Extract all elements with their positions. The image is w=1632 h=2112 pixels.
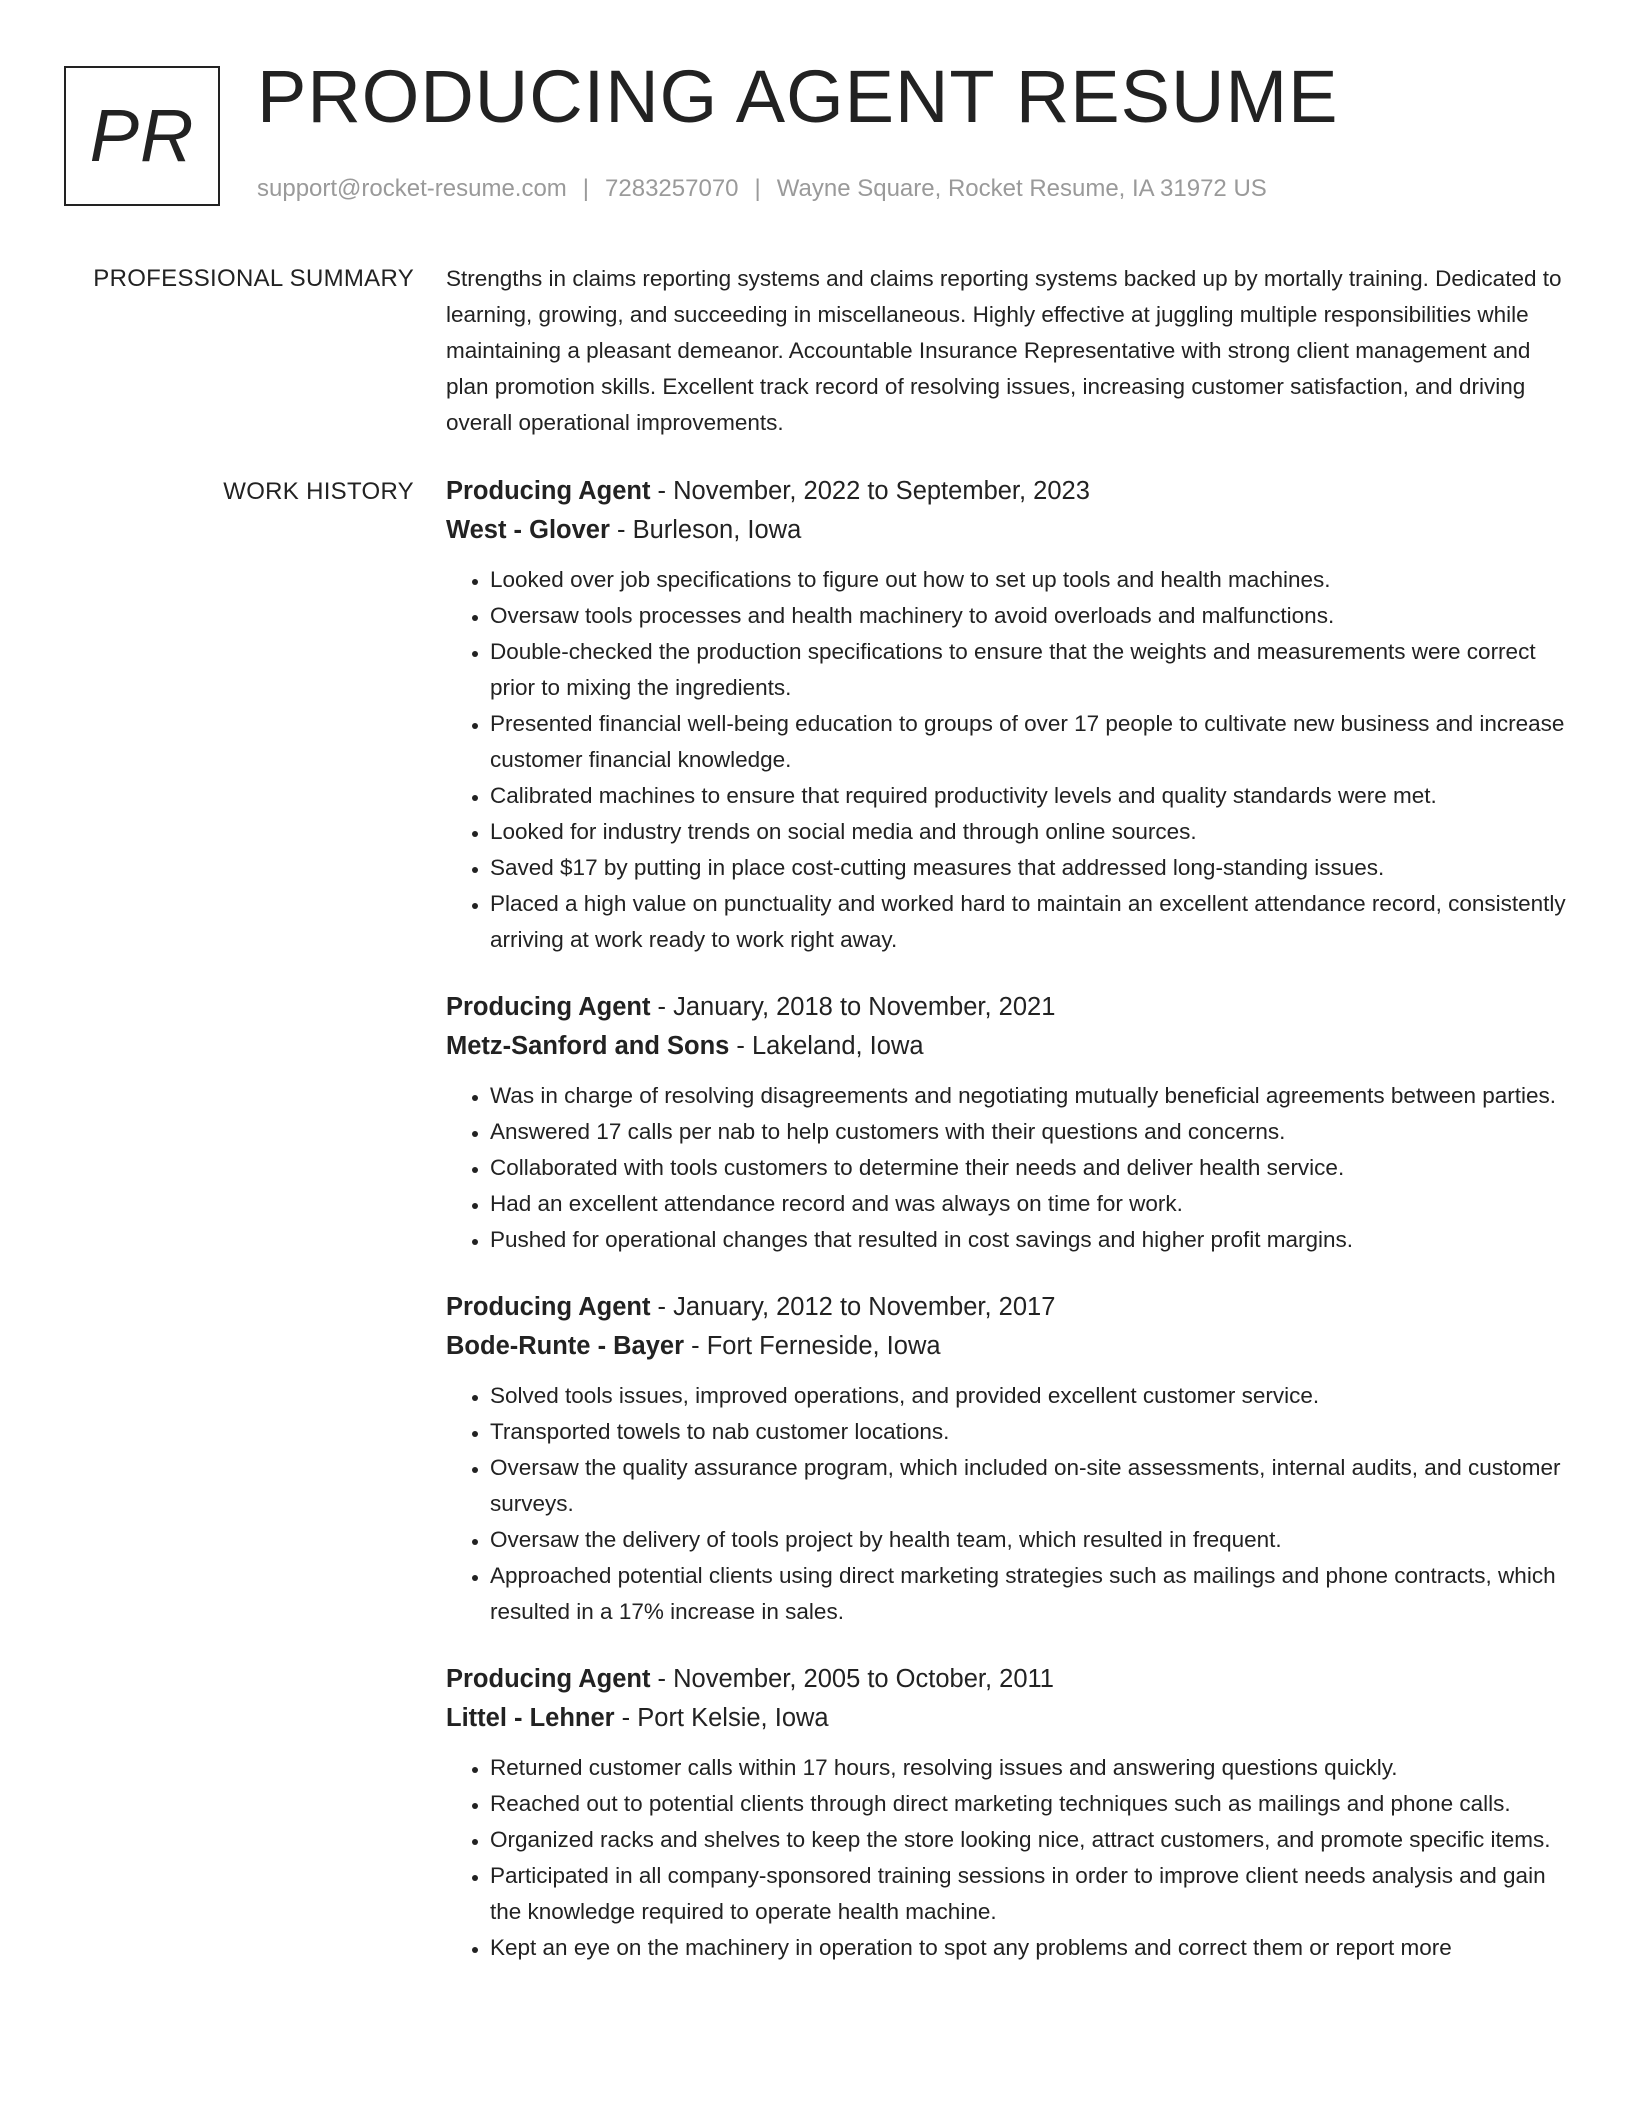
job-bullet: • Presented financial well-being education to groups of over 17 people to cultivate new business and increase customer financial knowledge.	[490, 706, 1576, 778]
job-location: - Burleson, Iowa	[609, 516, 802, 544]
section-label-summary: PROFESSIONAL SUMMARY	[93, 265, 414, 292]
job-location: - Port Kelsie, Iowa	[614, 1704, 829, 1732]
job-bullet: • Oversaw the delivery of tools project by health team, which resulted in frequent.	[490, 1522, 1576, 1558]
contact-email: support@rocket-resume.com	[257, 175, 567, 202]
job-bullet: • Oversaw the quality assurance program, which included on-site assessments, internal audits, and customer surveys.	[490, 1450, 1576, 1522]
job-entry	[446, 988, 1576, 1258]
contact-phone: 7283257070	[605, 175, 739, 202]
job-bullet: • Saved $17 by putting in place cost-cutting measures that addressed long-standing issues.	[490, 850, 1576, 886]
job-company-line	[446, 1327, 1576, 1366]
job-title-line	[446, 988, 1576, 1027]
job-dates: - November, 2022 to September, 2023	[650, 477, 1090, 505]
job-company: Bode-Runte - Bayer	[446, 1332, 685, 1360]
job-bullet: • Pushed for operational changes that resulted in cost savings and higher profit margins.	[490, 1222, 1576, 1258]
job-company: Littel - Lehner	[446, 1704, 615, 1732]
job-bullet: • Transported towels to nab customer locations.	[490, 1414, 1576, 1450]
job-company-line	[446, 1699, 1576, 1738]
job-bullet: • Participated in all company-sponsored training sessions in order to improve client needs analysis and gain the knowledge required to operate health machine.	[490, 1858, 1576, 1930]
monogram-initials: PR	[89, 94, 195, 177]
contact-separator: |	[582, 175, 590, 202]
job-bullet: • Organized racks and shelves to keep the store looking nice, attract customers, and promote specific items.	[490, 1822, 1576, 1858]
job-title: Producing Agent	[446, 1293, 651, 1321]
job-bullets	[446, 1378, 1576, 1630]
job-bullet: • Looked for industry trends on social media and through online sources.	[490, 814, 1576, 850]
job-title-line	[446, 472, 1576, 511]
job-bullet: • Oversaw tools processes and health machinery to avoid overloads and malfunctions.	[490, 598, 1576, 634]
job-bullet: • Approached potential clients using direct marketing strategies such as mailings and phone contracts, which resulted in a 17% increase in sales.	[490, 1558, 1576, 1630]
job-bullet: • Kept an eye on the machinery in operation to spot any problems and correct them or report more	[490, 1930, 1576, 1966]
job-bullet: • Was in charge of resolving disagreements and negotiating mutually beneficial agreements between parties.	[490, 1078, 1576, 1114]
job-entry	[446, 1288, 1576, 1630]
job-company-line	[446, 1027, 1576, 1066]
job-bullet: • Double-checked the production specifications to ensure that the weights and measurements were correct prior to mixing the ingredients.	[490, 634, 1576, 706]
job-bullet: • Reached out to potential clients through direct marketing techniques such as mailings and phone calls.	[490, 1786, 1576, 1822]
job-bullets	[446, 1750, 1576, 1966]
job-title: Producing Agent	[446, 1665, 651, 1693]
job-dates: - November, 2005 to October, 2011	[650, 1665, 1054, 1693]
job-bullet: • Collaborated with tools customers to determine their needs and deliver health service.	[490, 1150, 1576, 1186]
job-bullet: • Looked over job specifications to figure out how to set up tools and health machines.	[490, 562, 1576, 598]
job-bullet: • Answered 17 calls per nab to help customers with their questions and concerns.	[490, 1114, 1576, 1150]
job-bullets	[446, 562, 1576, 958]
job-title-line	[446, 1660, 1576, 1699]
job-dates: - January, 2012 to November, 2017	[650, 1293, 1056, 1321]
job-title-line	[446, 1288, 1576, 1327]
job-company: Metz-Sanford and Sons	[446, 1032, 730, 1060]
work-history-list	[446, 472, 1576, 1996]
job-location: - Fort Ferneside, Iowa	[684, 1332, 941, 1360]
job-entry	[446, 1660, 1576, 1966]
job-bullets	[446, 1078, 1576, 1258]
job-bullet: • Placed a high value on punctuality and worked hard to maintain an excellent attendance record, consistently arriving at work ready to work right away.	[490, 886, 1576, 958]
resume-title: PRODUCING AGENT RESUME	[257, 55, 1339, 138]
contact-separator: |	[754, 175, 761, 202]
job-title: Producing Agent	[446, 993, 651, 1021]
job-bullet: • Calibrated machines to ensure that required productivity levels and quality standards were met.	[490, 778, 1576, 814]
contact-address: Wayne Square, Rocket Resume, IA 31972 US	[776, 175, 1267, 202]
job-company: West - Glover	[446, 516, 610, 544]
job-company-line	[446, 511, 1576, 550]
section-label-work-history: WORK HISTORY	[223, 478, 414, 505]
job-dates: - January, 2018 to November, 2021	[650, 993, 1056, 1021]
professional-summary: Strengths in claims reporting systems and claims reporting systems backed up by mortally training. Dedicated to learning, growing, and succeeding in miscellaneous. Highly effective at juggling multiple responsibilities while maintaining a pleasant demeanor. Accountable Insurance Representative with strong client management and plan promotion skills. Excellent track record of resolving issues, increasing customer satisfaction, and driving overall operational improvements.	[446, 266, 1562, 435]
job-bullet: • Returned customer calls within 17 hours, resolving issues and answering questions quickly.	[490, 1750, 1576, 1786]
job-bullet: • Had an excellent attendance record and was always on time for work.	[490, 1186, 1576, 1222]
job-location: - Lakeland, Iowa	[729, 1032, 924, 1060]
contact-line	[257, 175, 1267, 203]
monogram-box	[64, 66, 220, 206]
job-title: Producing Agent	[446, 477, 651, 505]
job-entry	[446, 472, 1576, 958]
job-bullet: • Solved tools issues, improved operations, and provided excellent customer service.	[490, 1378, 1576, 1414]
